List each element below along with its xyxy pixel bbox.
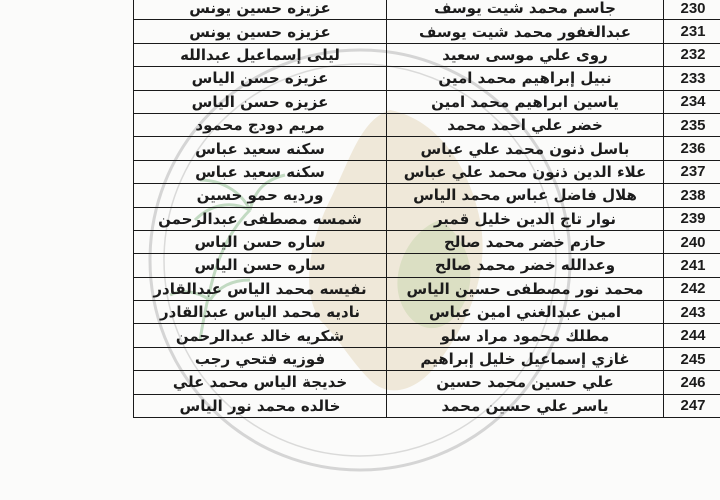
mother-name-cell: سكنه سعيد عباس bbox=[134, 137, 387, 160]
sequence-number-cell: 236 bbox=[664, 137, 720, 160]
table-row bbox=[134, 371, 720, 394]
table-row bbox=[134, 324, 720, 347]
sequence-number-cell: 231 bbox=[664, 20, 720, 43]
sequence-number-cell: 243 bbox=[664, 301, 720, 324]
full-name-cell: محمد نور مصطفى حسين الياس bbox=[387, 277, 664, 300]
sequence-number-cell: 233 bbox=[664, 67, 720, 90]
table-row bbox=[134, 254, 720, 277]
full-name-cell: غازي إسماعيل خليل إبراهيم bbox=[387, 347, 664, 370]
sequence-number-cell: 246 bbox=[664, 371, 720, 394]
sequence-number-cell: 241 bbox=[664, 254, 720, 277]
full-name-cell: روى علي موسى سعيد bbox=[387, 43, 664, 66]
sequence-number-cell: 235 bbox=[664, 113, 720, 136]
mother-name-cell: خالده محمد نور الياس bbox=[134, 394, 387, 417]
full-name-cell: نوار تاج الدين خليل قمبر bbox=[387, 207, 664, 230]
full-name-cell: ياسر علي حسين محمد bbox=[387, 394, 664, 417]
mother-name-cell: نفيسه محمد الياس عبدالقادر bbox=[134, 277, 387, 300]
sequence-number-cell: 232 bbox=[664, 43, 720, 66]
sequence-number-cell: 237 bbox=[664, 160, 720, 183]
table-row bbox=[134, 160, 720, 183]
table-row bbox=[134, 184, 720, 207]
sequence-number-cell: 242 bbox=[664, 277, 720, 300]
table-row bbox=[134, 67, 720, 90]
sequence-number-cell: 239 bbox=[664, 207, 720, 230]
mother-name-cell: ليلى إسماعيل عبدالله bbox=[134, 43, 387, 66]
mother-name-cell: ناديه محمد الياس عبدالقادر bbox=[134, 301, 387, 324]
mother-name-cell: ساره حسن الياس bbox=[134, 254, 387, 277]
sequence-number-cell: 247 bbox=[664, 394, 720, 417]
sequence-number-cell: 240 bbox=[664, 230, 720, 253]
full-name-cell: حازم خضر محمد صالح bbox=[387, 230, 664, 253]
full-name-cell: عبدالغفور محمد شيت يوسف bbox=[387, 20, 664, 43]
table-row bbox=[134, 113, 720, 136]
table-row bbox=[134, 301, 720, 324]
mother-name-cell: عزيزه حسن الياس bbox=[134, 90, 387, 113]
full-name-cell: هلال فاضل عباس محمد الياس bbox=[387, 184, 664, 207]
full-name-cell: جاسم محمد شيت يوسف bbox=[387, 0, 664, 20]
mother-name-cell: عزيزه حسين يونس bbox=[134, 0, 387, 20]
mother-name-cell: سكنه سعيد عباس bbox=[134, 160, 387, 183]
sequence-number-cell: 234 bbox=[664, 90, 720, 113]
sequence-number-cell: 245 bbox=[664, 347, 720, 370]
full-name-cell: وعدالله خضر محمد صالح bbox=[387, 254, 664, 277]
table-row bbox=[134, 43, 720, 66]
table-row bbox=[134, 20, 720, 43]
mother-name-cell: ورديه حمو حسين bbox=[134, 184, 387, 207]
table-row bbox=[134, 230, 720, 253]
full-name-cell: باسل ذنون محمد علي عباس bbox=[387, 137, 664, 160]
sequence-number-cell: 244 bbox=[664, 324, 720, 347]
sequence-number-cell: 238 bbox=[664, 184, 720, 207]
mother-name-cell: عزيزه حسين يونس bbox=[134, 20, 387, 43]
table-row bbox=[134, 0, 720, 20]
mother-name-cell: خديجة الياس محمد علي bbox=[134, 371, 387, 394]
table-row bbox=[134, 90, 720, 113]
table-row bbox=[134, 207, 720, 230]
mother-name-cell: شمسه مصطفى عبدالرحمن bbox=[134, 207, 387, 230]
full-name-cell: خضر علي احمد محمد bbox=[387, 113, 664, 136]
full-name-cell: امين عبدالغني امين عباس bbox=[387, 301, 664, 324]
table-row bbox=[134, 277, 720, 300]
table-row bbox=[134, 137, 720, 160]
mother-name-cell: ساره حسن الياس bbox=[134, 230, 387, 253]
records-table bbox=[133, 0, 720, 418]
full-name-cell: علاء الدين ذنون محمد علي عباس bbox=[387, 160, 664, 183]
mother-name-cell: عزيزه حسن الياس bbox=[134, 67, 387, 90]
table-row bbox=[134, 394, 720, 417]
mother-name-cell: شكريه خالد عبدالرحمن bbox=[134, 324, 387, 347]
table-row bbox=[134, 347, 720, 370]
sequence-number-cell: 230 bbox=[664, 0, 720, 20]
full-name-cell: نبيل إبراهيم محمد امين bbox=[387, 67, 664, 90]
mother-name-cell: مريم دودج محمود bbox=[134, 113, 387, 136]
full-name-cell: علي حسين محمد حسين bbox=[387, 371, 664, 394]
full-name-cell: مطلك محمود مراد سلو bbox=[387, 324, 664, 347]
full-name-cell: ياسين ابراهيم محمد امين bbox=[387, 90, 664, 113]
mother-name-cell: فوزيه فتحي رجب bbox=[134, 347, 387, 370]
